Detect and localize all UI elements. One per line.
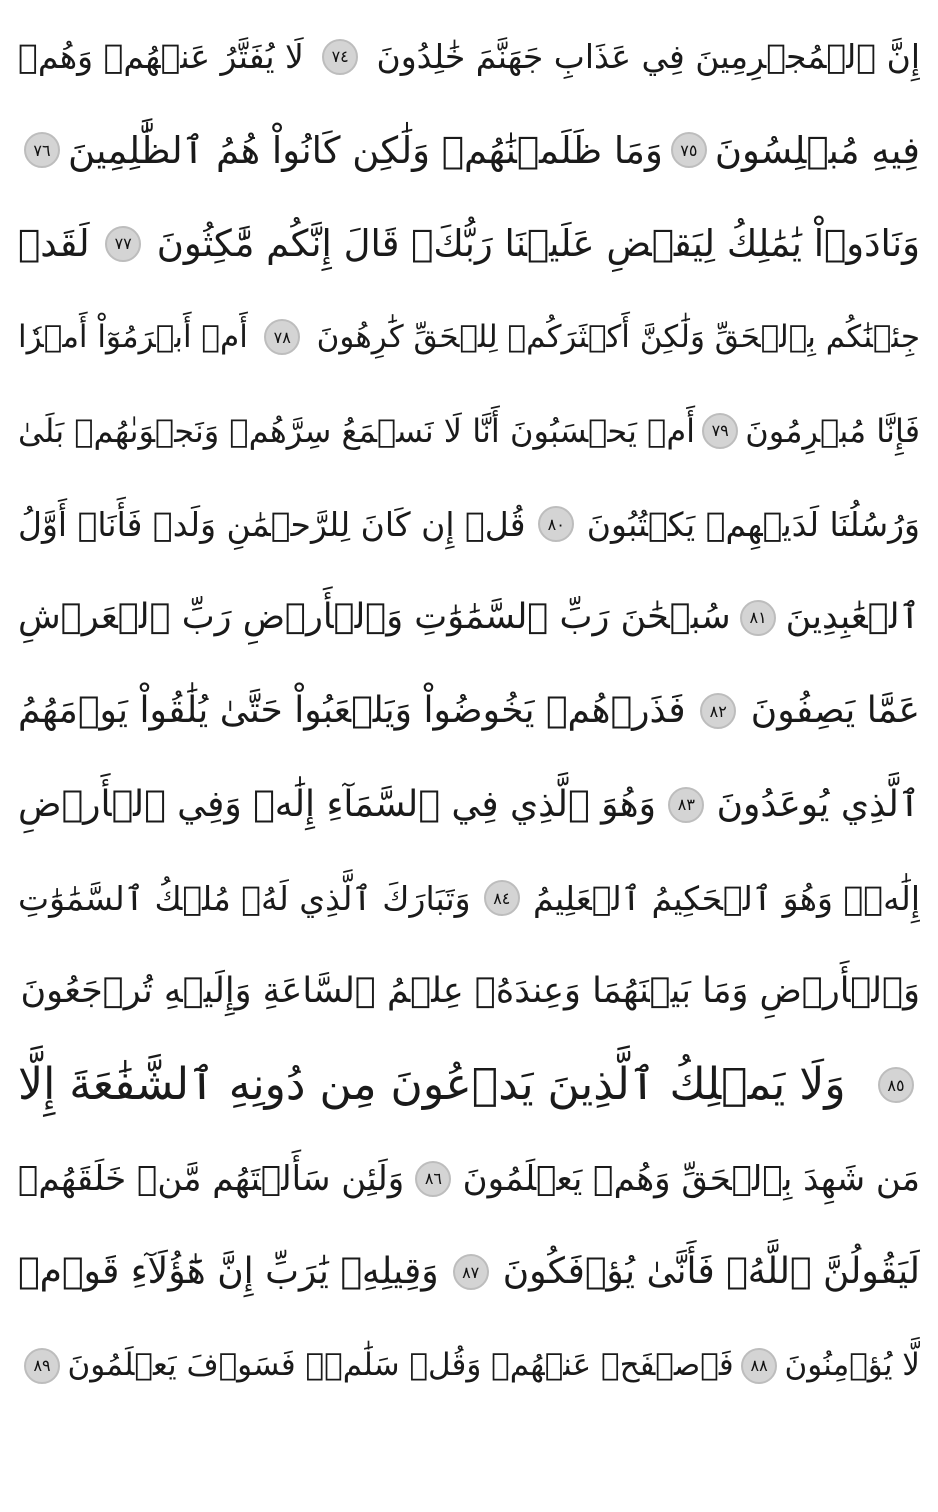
verse-line bbox=[18, 478, 920, 572]
verse-text: أَمۡ يَحۡسَبُونَ أَنَّا لَا نَسۡمَعُ سِرَّهُمۡ وَنَجۡوَىٰهُمۚ بَلَىٰ bbox=[18, 411, 696, 450]
ayah-number-marker: ٨٧ bbox=[453, 1254, 489, 1290]
verse-text: وَمَا ظَلَمۡنَٰهُمۡ وَلَٰكِن كَانُواْ هُمُ ٱلظَّٰلِمِينَ bbox=[68, 128, 663, 172]
verse-text: إِنَّ ٱلۡمُجۡرِمِينَ فِي عَذَابِ جَهَنَّمَ خَٰلِدُونَ bbox=[376, 37, 920, 77]
verse-text: لَّا يُؤۡمِنُونَ bbox=[784, 1347, 920, 1384]
ayah-number-marker: ٨٥ bbox=[878, 1067, 914, 1103]
verse-line bbox=[18, 665, 920, 759]
verse-text: فَٱصۡفَحۡ عَنۡهُمۡ وَقُلۡ سَلَٰمٞۚ فَسَوۡفَ يَعۡلَمُونَ bbox=[67, 1347, 734, 1384]
verse-text: فَذَرۡهُمۡ يَخُوضُواْ وَيَلۡعَبُواْ حَتَّىٰ يُلَٰقُواْ يَوۡمَهُمُ bbox=[18, 690, 686, 732]
verse-text: إِلَٰهٞۚ وَهُوَ ٱلۡحَكِيمُ ٱلۡعَلِيمُ bbox=[533, 878, 920, 918]
verse-text: وَنَادَوۡاْ يَٰمَٰلِكُ لِيَقۡضِ عَلَيۡنَا رَبُّكَۖ قَالَ إِنَّكُم مَّٰكِثُونَ bbox=[156, 222, 920, 266]
verse-text: وَلَئِن سَأَلۡتَهُم مَّنۡ خَلَقَهُمۡ bbox=[18, 1158, 405, 1199]
ayah-number-marker: ٨٠ bbox=[538, 506, 574, 542]
verse-line bbox=[18, 1226, 920, 1320]
verse-text: قُلۡ إِن كَانَ لِلرَّحۡمَٰنِ وَلَدٞ فَأَنَا۠ أَوَّلُ bbox=[18, 504, 526, 544]
verse-text: وَهُوَ ٱلَّذِي فِي ٱلسَّمَآءِ إِلَٰهٞ وَفِي ٱلۡأَرۡضِ bbox=[18, 783, 657, 825]
verse-text: وَلَا يَمۡلِكُ ٱلَّذِينَ يَدۡعُونَ مِن دُونِهِ ٱلشَّفَٰعَةَ إِلَّا bbox=[18, 1059, 846, 1111]
verse-line bbox=[18, 10, 920, 104]
verse-text: ٱلۡعَٰبِدِينَ bbox=[785, 597, 920, 638]
verse-text: وَرُسُلُنَا لَدَيۡهِمۡ يَكۡتُبُونَ bbox=[586, 504, 920, 544]
verse-text: جِئۡنَٰكُم بِٱلۡحَقِّ وَلَٰكِنَّ أَكۡثَرَكُمۡ لِلۡحَقِّ كَٰرِهُونَ bbox=[316, 318, 920, 355]
verse-line bbox=[18, 291, 920, 385]
verse-line bbox=[18, 197, 920, 291]
verse-text: مَن شَهِدَ بِٱلۡحَقِّ وَهُمۡ يَعۡلَمُونَ bbox=[462, 1158, 920, 1199]
ayah-number-marker: ٧٦ bbox=[24, 132, 60, 168]
ayah-number-marker: ٨١ bbox=[740, 600, 776, 636]
verse-line bbox=[18, 1319, 920, 1413]
verse-line bbox=[18, 1039, 920, 1133]
ayah-number-marker: ٧٩ bbox=[702, 413, 738, 449]
verse-text: وَقِيلِهِۦ يَٰرَبِّ إِنَّ هَٰٓؤُلَآءِ قَوۡمٞ bbox=[18, 1251, 439, 1293]
verse-text: وَٱلۡأَرۡضِ وَمَا بَيۡنَهُمَا وَعِندَهُۥ عِلۡمُ ٱلسَّاعَةِ وَإِلَيۡهِ تُرۡجَعُونَ bbox=[20, 971, 920, 1012]
verse-line bbox=[18, 384, 920, 478]
ayah-number-marker: ٨٩ bbox=[24, 1348, 60, 1384]
verse-line bbox=[18, 571, 920, 665]
ayah-number-marker: ٧٨ bbox=[264, 319, 300, 355]
verse-text: ٱلَّذِي يُوعَدُونَ bbox=[716, 783, 920, 825]
verse-line bbox=[18, 945, 920, 1039]
verse-line bbox=[18, 104, 920, 198]
ayah-number-marker: ٧٥ bbox=[671, 132, 707, 168]
verse-text: فِيهِ مُبۡلِسُونَ bbox=[714, 128, 920, 172]
ayah-number-marker: ٧٤ bbox=[322, 39, 358, 75]
ayah-number-marker: ٨٣ bbox=[668, 787, 704, 823]
ayah-number-marker: ٨٤ bbox=[484, 880, 520, 916]
ayah-number-marker: ٧٧ bbox=[105, 226, 141, 262]
verse-text: سُبۡحَٰنَ رَبِّ ٱلسَّمَٰوَٰتِ وَٱلۡأَرۡضِ رَبِّ ٱلۡعَرۡشِ bbox=[18, 597, 731, 638]
ayah-number-marker: ٨٨ bbox=[741, 1348, 777, 1384]
verse-line bbox=[18, 852, 920, 946]
verse-line bbox=[18, 1132, 920, 1226]
verse-text: لَقَدۡ bbox=[18, 222, 90, 266]
verse-text: لَيَقُولُنَّ ٱللَّهُۖ فَأَنَّىٰ يُؤۡفَكُونَ bbox=[502, 1251, 920, 1293]
verse-text: وَتَبَارَكَ ٱلَّذِي لَهُۥ مُلۡكُ ٱلسَّمَٰوَٰتِ bbox=[18, 878, 471, 918]
ayah-number-marker: ٨٢ bbox=[700, 693, 736, 729]
ayah-number-marker: ٨٦ bbox=[415, 1161, 451, 1197]
verse-text: لَا يُفَتَّرُ عَنۡهُمۡ وَهُمۡ bbox=[18, 37, 304, 77]
verse-text: أَمۡ أَبۡرَمُوٓاْ أَمۡرٗا bbox=[18, 318, 248, 355]
verse-text: فَإِنَّا مُبۡرِمُونَ bbox=[745, 411, 920, 450]
verse-text: عَمَّا يَصِفُونَ bbox=[750, 690, 920, 732]
verse-line bbox=[18, 758, 920, 852]
